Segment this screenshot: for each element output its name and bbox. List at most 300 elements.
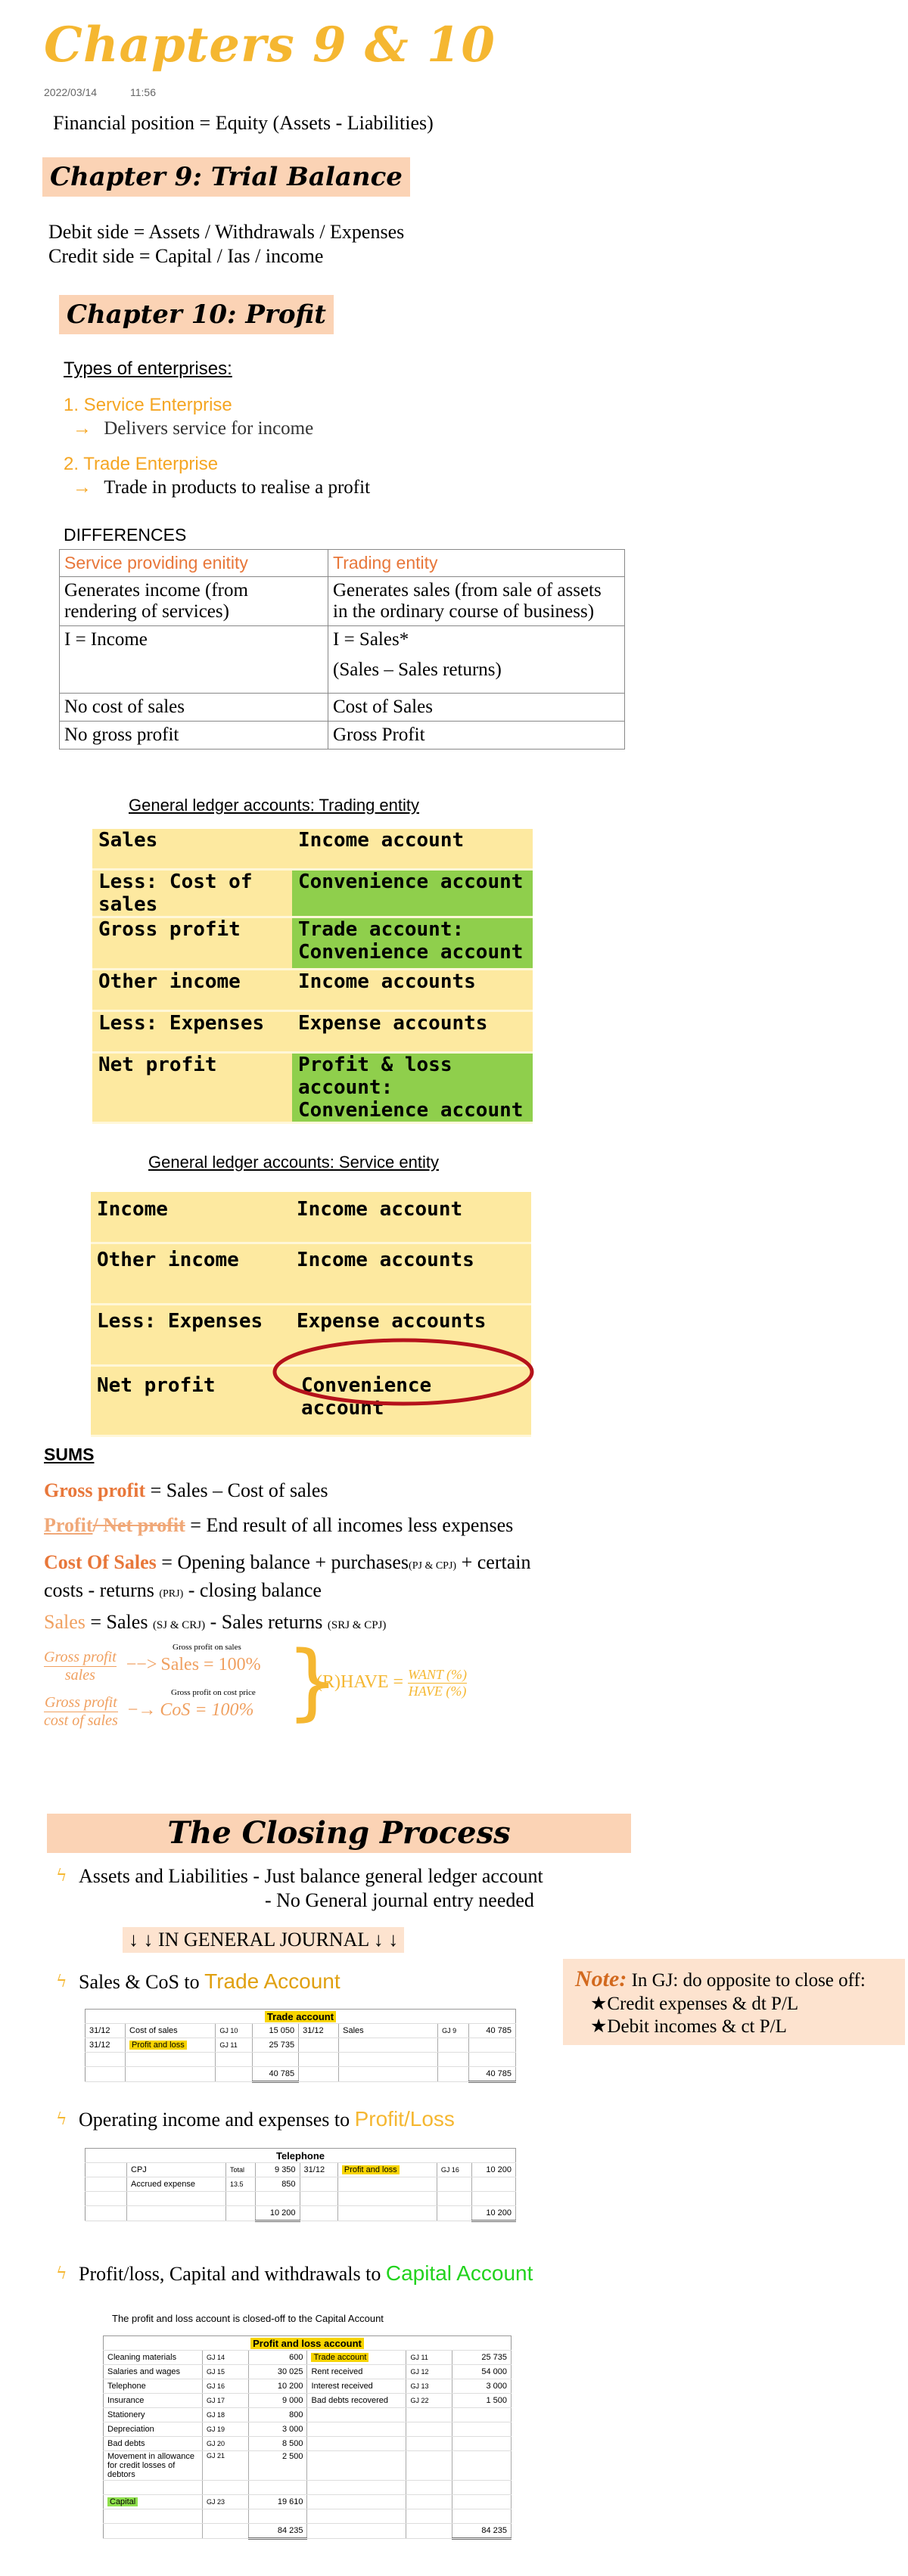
profit-loss-ledger <box>103 2335 512 2540</box>
table-row <box>104 2451 512 2481</box>
table-cell <box>307 2408 406 2422</box>
table-cell <box>469 2038 516 2053</box>
table-cell: Income accounts <box>292 970 533 1011</box>
table-cell: Convenience account <box>291 1366 531 1436</box>
table-cell <box>86 2163 127 2177</box>
chapter9-heading: Chapter 9: Trial Balance <box>42 157 410 197</box>
have-label: (R)HAVE = <box>316 1672 409 1693</box>
table-cell: Net profit <box>91 1366 291 1436</box>
table-cell-line: (Sales – Sales returns) <box>333 660 502 680</box>
table-cell <box>328 626 625 694</box>
table-cell <box>339 2067 438 2082</box>
step-text: Sales & CoS to <box>79 1971 205 1993</box>
sales-eq-part: - Sales returns <box>205 1611 328 1633</box>
table-row <box>104 2509 512 2524</box>
table-cell <box>248 2509 307 2524</box>
type-trade-desc: Trade in products to realise a profit <box>104 477 371 498</box>
table-cell <box>406 2509 452 2524</box>
credit-side-text: Credit side = Capital / Ias / income <box>48 245 324 267</box>
table-row <box>92 917 533 970</box>
table-cell <box>126 2053 216 2067</box>
pl-intro-text: The profit and loss account is closed-off to the Capital Account <box>112 2313 384 2324</box>
cos-eq-part: + certain <box>456 1551 531 1573</box>
fraction-result: Sales = 100% <box>160 1655 261 1675</box>
fraction-denominator: cost of sales <box>44 1712 118 1729</box>
table-cell: Less: Cost of sales <box>92 870 292 917</box>
table-cell-total: 10 200 <box>471 2206 515 2221</box>
table-cell <box>299 2053 339 2067</box>
note-header <box>575 1966 893 1992</box>
table-cell <box>337 2163 437 2177</box>
step-text: Operating income and expenses to <box>79 2109 355 2131</box>
table-cell: Expense accounts <box>292 1011 533 1053</box>
table-cell: GJ 20 <box>203 2437 249 2451</box>
table-row <box>104 2408 512 2422</box>
table-cell: Bad debts recovered <box>307 2394 406 2408</box>
table-row <box>86 2038 516 2053</box>
arrow-right-icon: → <box>73 477 92 498</box>
table-cell-total: 10 200 <box>256 2206 300 2221</box>
table-cell: GJ 18 <box>203 2408 249 2422</box>
table-row <box>86 2053 516 2067</box>
table-cell: Generates sales (from sale of assets in the ordinary course of business) <box>328 577 625 626</box>
table-cell <box>307 2495 406 2509</box>
table-cell: Less: Expenses <box>92 1011 292 1053</box>
table-cell <box>307 2509 406 2524</box>
table-cell <box>126 2067 216 2082</box>
note-text: In GJ: do opposite to close off: <box>627 1970 866 1991</box>
table-cell: 31/12 <box>299 2024 339 2038</box>
step-text: Profit/loss, Capital and withdrawals to <box>79 2263 386 2285</box>
table-cell: 19 610 <box>248 2495 307 2509</box>
ledger-title: Profit and loss account <box>250 2338 364 2349</box>
table-cell <box>452 2451 512 2481</box>
fraction-gp-cos <box>44 1694 254 1730</box>
arrow-icon: −→ <box>127 1700 157 1721</box>
note-time: 11:56 <box>130 86 156 98</box>
table-cell <box>452 2422 512 2437</box>
table-cell: GJ 16 <box>437 2163 471 2177</box>
table-cell <box>337 2177 437 2192</box>
table-cell <box>406 2422 452 2437</box>
have-formula <box>316 1667 467 1699</box>
table-cell <box>437 2177 471 2192</box>
table-cell <box>203 2481 249 2495</box>
table-cell: I = Income <box>60 626 328 694</box>
table-cell: GJ 10 <box>216 2024 252 2038</box>
table-cell: Net profit <box>92 1053 292 1123</box>
table-cell <box>406 2481 452 2495</box>
fraction-note: Gross profit on sales <box>173 1643 241 1652</box>
table-cell: 25 735 <box>252 2038 298 2053</box>
table-row <box>92 1011 533 1053</box>
table-cell <box>339 2053 438 2067</box>
table-cell-line: I = Sales* <box>333 629 409 650</box>
table-cell: GJ 21 <box>203 2451 249 2481</box>
table-cell <box>86 2053 126 2067</box>
type-service-desc: Delivers service for income <box>104 418 314 439</box>
arrow-icon: −−> <box>126 1655 157 1675</box>
table-cell: 850 <box>256 2177 300 2192</box>
table-row <box>92 970 533 1011</box>
net-profit-formula <box>44 1514 513 1537</box>
table-cell: GJ 11 <box>216 2038 252 2053</box>
ledger-title: Trade account <box>265 2011 336 2022</box>
table-cell: 13.5 <box>226 2177 256 2192</box>
table-row <box>104 2351 512 2365</box>
table-cell: Trade account: Convenience account <box>292 917 533 970</box>
table-row <box>104 2481 512 2495</box>
red-circle-annotation <box>271 1336 536 1408</box>
gross-profit-eq: = Sales – Cost of sales <box>145 1479 328 1501</box>
table-cell-total: 40 785 <box>469 2067 516 2082</box>
table-row <box>104 2437 512 2451</box>
no-gj-entry-text: - No General journal entry needed <box>265 1889 534 1911</box>
table-cell: 9 000 <box>248 2394 307 2408</box>
sums-title: SUMS <box>44 1445 95 1464</box>
table-cell <box>104 2495 203 2509</box>
telephone-ledger <box>85 2148 516 2222</box>
table-cell <box>471 2177 515 2192</box>
table-cell <box>256 2192 300 2206</box>
table-cell <box>300 2192 337 2206</box>
ledger-caption <box>86 2010 516 2024</box>
step-capital-account <box>79 2261 533 2286</box>
table-row <box>86 2067 516 2082</box>
table-row <box>104 2495 512 2509</box>
table-cell <box>86 2177 127 2192</box>
table-cell: 1 500 <box>452 2394 512 2408</box>
table-cell <box>437 2206 471 2221</box>
table-cell: Telephone <box>104 2379 203 2394</box>
cost-of-sales-formula <box>44 1550 619 1606</box>
table-cell: 8 500 <box>248 2437 307 2451</box>
profit-label: Profit <box>44 1514 93 1536</box>
table-cell <box>337 2206 437 2221</box>
types-title: Types of enterprises: <box>64 358 232 379</box>
table-cell: GJ 9 <box>438 2024 469 2038</box>
lightning-icon: ϟ <box>56 2264 67 2283</box>
table-row <box>104 2365 512 2379</box>
step-account: Profit/Loss <box>354 2107 455 2131</box>
table-cell: Stationery <box>104 2408 203 2422</box>
table-cell: Cost of Sales <box>328 694 625 722</box>
note-box <box>563 1959 905 2045</box>
fraction <box>44 1694 118 1730</box>
sales-journal-ref: (SRJ & CPJ) <box>327 1619 387 1631</box>
note-date: 2022/03/14 <box>44 86 98 98</box>
table-cell: Movement in allowance for credit losses of debtors <box>104 2451 203 2481</box>
table-cell: Less: Expenses <box>91 1305 291 1366</box>
table-cell <box>469 2053 516 2067</box>
table-cell <box>252 2053 298 2067</box>
table-cell: Insurance <box>104 2394 203 2408</box>
table-cell <box>452 2509 512 2524</box>
table-cell <box>126 2038 216 2053</box>
sales-label: Sales <box>44 1611 86 1633</box>
table-cell: Interest received <box>307 2379 406 2394</box>
table-cell: 31/12 <box>86 2024 126 2038</box>
table-row <box>91 1192 531 1243</box>
ledger-title: Telephone <box>86 2149 516 2163</box>
table-cell: GJ 12 <box>406 2365 452 2379</box>
table-cell <box>307 2422 406 2437</box>
table-cell <box>104 2509 203 2524</box>
cos-eq-part: - closing balance <box>183 1579 322 1601</box>
gross-profit-formula <box>44 1479 328 1502</box>
table-cell <box>438 2053 469 2067</box>
note-item: ★Credit expenses & dt P/L <box>590 1994 799 2014</box>
fraction-numerator: Gross profit <box>44 1649 117 1665</box>
table-cell <box>307 2524 406 2539</box>
table-cell <box>307 2481 406 2495</box>
table-row <box>104 2524 512 2539</box>
table-cell: 10 200 <box>248 2379 307 2394</box>
assets-liabilities-text: Assets and Liabilities - Just balance general ledger account <box>79 1865 543 1887</box>
fraction-result: CoS = 100% <box>160 1700 254 1721</box>
table-cell <box>471 2192 515 2206</box>
gl-trading-title: General ledger accounts: Trading entity <box>129 796 420 815</box>
table-row <box>92 1053 533 1123</box>
differences-title: DIFFERENCES <box>64 525 187 545</box>
table-cell <box>226 2192 256 2206</box>
table-cell-total: 84 235 <box>452 2524 512 2539</box>
lightning-icon: ϟ <box>56 1972 67 1991</box>
differences-table <box>59 549 625 750</box>
table-cell <box>438 2067 469 2082</box>
table-cell <box>104 2481 203 2495</box>
net-profit-eq: = End result of all incomes less expenses <box>190 1514 514 1536</box>
table-cell: GJ 23 <box>203 2495 249 2509</box>
cos-journal-ref: (PJ & CPJ) <box>409 1560 457 1572</box>
table-cell <box>216 2067 252 2082</box>
table-cell <box>452 2481 512 2495</box>
step-trade-account <box>79 1969 340 1994</box>
table-cell <box>337 2192 437 2206</box>
table-cell <box>104 2524 203 2539</box>
cos-eq-part: costs - returns <box>44 1579 160 1601</box>
table-cell <box>216 2053 252 2067</box>
arrow-right-icon: → <box>73 418 92 439</box>
table-cell: Sales <box>339 2024 438 2038</box>
table-row <box>92 829 533 870</box>
fraction-denominator: HAVE (%) <box>408 1684 467 1699</box>
table-cell: GJ 16 <box>203 2379 249 2394</box>
table-cell <box>127 2206 226 2221</box>
fraction-numerator: Gross profit <box>45 1694 117 1711</box>
table-row <box>60 626 625 694</box>
table-cell <box>300 2177 337 2192</box>
table-cell <box>452 2495 512 2509</box>
table-cell <box>339 2038 438 2053</box>
table-cell: Gross profit <box>92 917 292 970</box>
gross-profit-label: Gross profit <box>44 1479 146 1501</box>
table-cell: Generates income (from rendering of services) <box>60 577 328 626</box>
cos-eq-part: = Opening balance + purchases <box>156 1551 409 1573</box>
debit-side-text: Debit side = Assets / Withdrawals / Expenses <box>48 221 405 243</box>
table-cell: Gross Profit <box>328 722 625 750</box>
table-row <box>92 870 533 917</box>
sales-journal-ref: (SJ & CRJ) <box>152 1619 206 1631</box>
table-cell: 3 000 <box>248 2422 307 2437</box>
table-cell <box>437 2192 471 2206</box>
table-cell: Rent received <box>307 2365 406 2379</box>
table-cell: Income account <box>291 1192 531 1243</box>
cos-label: Cost Of Sales <box>44 1551 157 1573</box>
table-row <box>91 1243 531 1305</box>
table-cell <box>307 2351 406 2365</box>
fraction <box>44 1649 117 1684</box>
cos-journal-ref: (PRJ) <box>159 1588 184 1600</box>
table-header: Trading entity <box>328 550 625 577</box>
ledger-caption-row <box>104 2336 512 2351</box>
table-row <box>104 2379 512 2394</box>
table-cell: Depreciation <box>104 2422 203 2437</box>
closing-process-heading: The Closing Process <box>47 1814 631 1853</box>
table-cell <box>307 2451 406 2481</box>
table-cell-total: 84 235 <box>248 2524 307 2539</box>
table-row <box>86 2024 516 2038</box>
fraction-gp-sales <box>44 1649 261 1684</box>
table-cell: 31/12 <box>86 2038 126 2053</box>
in-general-journal-banner: ↓ ↓ IN GENERAL JOURNAL ↓ ↓ <box>123 1927 404 1953</box>
type-trade-desc-row <box>73 477 370 498</box>
table-cell: Convenience account <box>292 870 533 917</box>
table-cell <box>307 2437 406 2451</box>
gl-service-title: General ledger accounts: Service entity <box>148 1153 439 1172</box>
table-cell: 600 <box>248 2351 307 2365</box>
table-cell <box>406 2524 452 2539</box>
note-item: ★Debit incomes & ct P/L <box>590 2016 787 2037</box>
note-title: Note: <box>575 1966 627 1991</box>
table-header: Service providing enitity <box>60 550 328 577</box>
table-cell: Accrued expense <box>127 2177 226 2192</box>
table-cell: 31/12 <box>300 2163 337 2177</box>
table-cell <box>299 2067 339 2082</box>
lightning-icon: ϟ <box>56 2110 67 2129</box>
table-cell: GJ 13 <box>406 2379 452 2394</box>
table-cell <box>300 2206 337 2221</box>
table-row <box>60 722 625 750</box>
sales-eq-part: = Sales <box>85 1611 153 1633</box>
table-cell <box>127 2192 226 2206</box>
table-cell: Other income <box>91 1243 291 1305</box>
table-cell <box>299 2038 339 2053</box>
highlighted-entry: Capital <box>107 2497 138 2506</box>
lightning-icon: ϟ <box>56 1867 67 1885</box>
table-cell: Income account <box>292 829 533 870</box>
table-cell: 9 350 <box>256 2163 300 2177</box>
highlighted-entry: Trade account <box>311 2353 368 2362</box>
table-row <box>86 2163 516 2177</box>
table-cell: 2 500 <box>248 2451 307 2481</box>
table-row <box>60 694 625 722</box>
page-title: Chapters 9 & 10 <box>44 17 496 73</box>
table-row <box>104 2394 512 2408</box>
type-service-label: 1. Service Enterprise <box>64 395 232 415</box>
ledger-caption <box>104 2336 512 2351</box>
trade-account-ledger <box>85 2009 516 2083</box>
table-cell: 15 050 <box>252 2024 298 2038</box>
table-row <box>86 2192 516 2206</box>
highlighted-entry: Profit and loss <box>342 2165 400 2174</box>
table-cell <box>406 2437 452 2451</box>
table-cell: 800 <box>248 2408 307 2422</box>
table-cell: 3 000 <box>452 2379 512 2394</box>
table-cell <box>86 2192 127 2206</box>
table-cell: GJ 15 <box>203 2365 249 2379</box>
highlighted-entry: Profit and loss <box>129 2041 187 2050</box>
table-cell: Cleaning materials <box>104 2351 203 2365</box>
ledger-caption-row <box>86 2149 516 2163</box>
chapter10-heading: Chapter 10: Profit <box>59 295 334 334</box>
table-cell: GJ 19 <box>203 2422 249 2437</box>
table-cell: Income accounts <box>291 1243 531 1305</box>
table-row <box>60 550 625 577</box>
curly-brace-icon: } <box>286 1633 339 1730</box>
type-service-desc-row <box>73 418 313 439</box>
table-cell: 30 025 <box>248 2365 307 2379</box>
table-cell: GJ 14 <box>203 2351 249 2365</box>
gl-trading-table <box>92 829 533 1124</box>
table-row <box>86 2206 516 2221</box>
table-cell <box>406 2495 452 2509</box>
fraction-denominator: sales <box>64 1667 95 1684</box>
ledger-caption-row <box>86 2010 516 2024</box>
table-cell: 40 785 <box>469 2024 516 2038</box>
table-cell: CPJ <box>127 2163 226 2177</box>
table-cell: Expense accounts <box>291 1305 531 1366</box>
table-cell: Profit & loss account: Convenience account <box>292 1053 533 1123</box>
table-cell: Bad debts <box>104 2437 203 2451</box>
table-cell: 54 000 <box>452 2365 512 2379</box>
table-cell: Cost of sales <box>126 2024 216 2038</box>
type-trade-label: 2. Trade Enterprise <box>64 454 219 474</box>
table-row <box>60 577 625 626</box>
table-cell <box>452 2408 512 2422</box>
table-row <box>104 2422 512 2437</box>
table-cell: Salaries and wages <box>104 2365 203 2379</box>
step-account: Capital Account <box>385 2261 533 2285</box>
table-cell: No cost of sales <box>60 694 328 722</box>
fraction-note: Gross profit on cost price <box>171 1688 256 1697</box>
step-account: Trade Account <box>204 1969 340 1993</box>
table-cell: No gross profit <box>60 722 328 750</box>
table-cell-total: 40 785 <box>252 2067 298 2082</box>
fraction <box>408 1667 467 1699</box>
table-cell <box>406 2451 452 2481</box>
table-cell <box>86 2206 127 2221</box>
table-cell: Sales <box>92 829 292 870</box>
table-cell: 25 735 <box>452 2351 512 2365</box>
table-cell: GJ 17 <box>203 2394 249 2408</box>
table-cell: GJ 22 <box>406 2394 452 2408</box>
net-profit-label: / Net profit <box>92 1514 185 1536</box>
sales-formula <box>44 1611 386 1634</box>
financial-position-text: Financial position = Equity (Assets - Liabilities) <box>53 112 434 134</box>
table-cell <box>438 2038 469 2053</box>
table-cell <box>86 2067 126 2082</box>
table-cell <box>406 2408 452 2422</box>
table-cell: Total <box>226 2163 256 2177</box>
step-profit-loss <box>79 2107 455 2131</box>
table-cell: GJ 11 <box>406 2351 452 2365</box>
table-cell <box>203 2524 249 2539</box>
table-cell: Other income <box>92 970 292 1011</box>
table-cell: 10 200 <box>471 2163 515 2177</box>
table-cell: Income <box>91 1192 291 1243</box>
table-cell <box>248 2481 307 2495</box>
